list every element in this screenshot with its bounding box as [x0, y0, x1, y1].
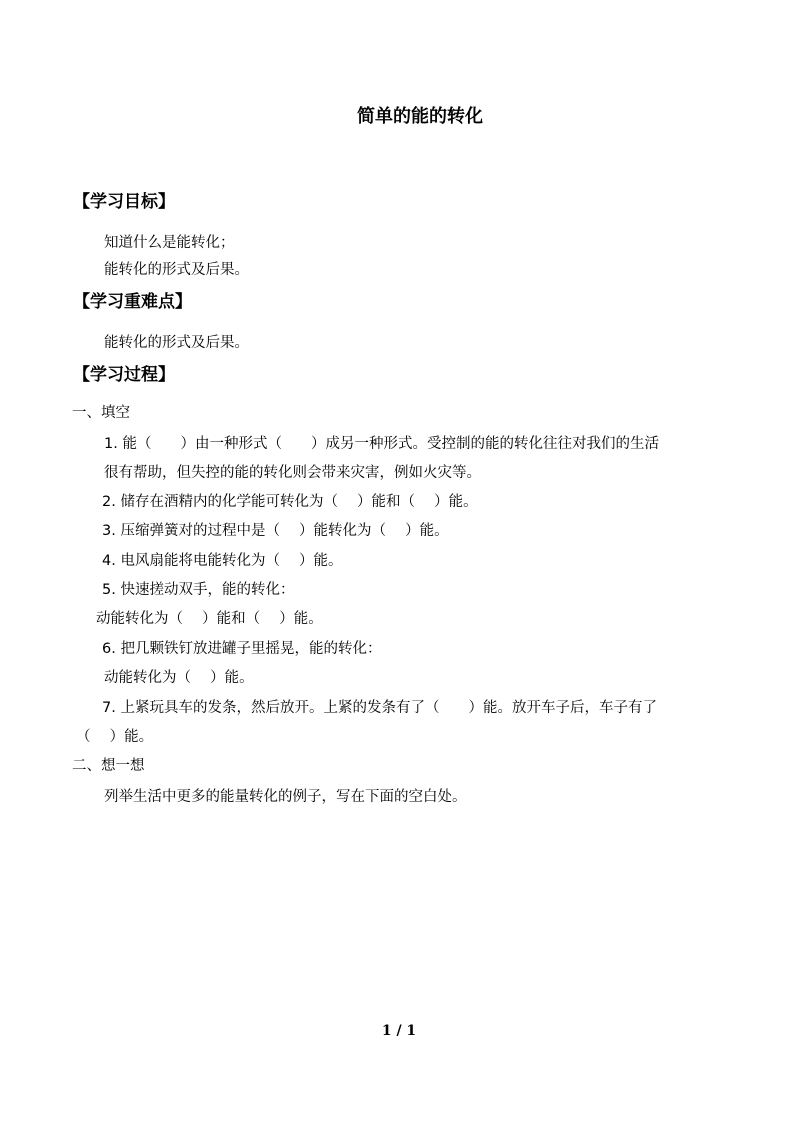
page-title: 简单的能的转化 [357, 106, 483, 127]
question-3: 3. 压缩弹簧对的过程中是（ ）能转化为（ ）能。 [102, 523, 449, 539]
question-7-line-2: （ ）能。 [76, 729, 154, 745]
question-4: 4. 电风扇能将电能转化为（ ）能。 [102, 553, 343, 569]
heading-key-points: 【学习重难点】 [73, 292, 192, 312]
question-1-line-2: 很有帮助，但失控的能的转化则会带来灾害，例如火灾等。 [104, 465, 481, 481]
question-2: 2. 储存在酒精内的化学能可转化为（ ）能和（ ）能。 [102, 494, 478, 510]
heading-learning-process: 【学习过程】 [73, 365, 175, 385]
part2-title: 二、想一想 [72, 758, 145, 774]
heading-learning-goals: 【学习目标】 [73, 192, 175, 212]
part2-instruction: 列举生活中更多的能量转化的例子，写在下面的空白处。 [104, 789, 467, 805]
key-point-item-1: 能转化的形式及后果。 [104, 335, 249, 351]
goal-item-2: 能转化的形式及后果。 [104, 262, 249, 278]
question-6-line-1: 6. 把几颗铁钉放进罐子里摇晃，能的转化： [102, 641, 382, 657]
question-7-line-1: 7. 上紧玩具车的发条，然后放开。上紧的发条有了（ ）能。放开车子后，车子有了 [102, 700, 657, 716]
question-1-line-1: 1. 能（ ）由一种形式（ ）成另一种形式。受控制的能的转化往往对我们的生活 [104, 436, 659, 452]
question-5-line-2: 动能转化为（ ）能和（ ）能。 [96, 611, 323, 627]
part1-title: 一、填空 [72, 405, 130, 421]
page-number: 1 / 1 [381, 1023, 417, 1039]
goal-item-1: 知道什么是能转化； [104, 235, 235, 251]
question-6-line-2: 动能转化为（ ）能。 [104, 670, 254, 686]
question-5-line-1: 5. 快速搓动双手，能的转化： [102, 582, 295, 598]
